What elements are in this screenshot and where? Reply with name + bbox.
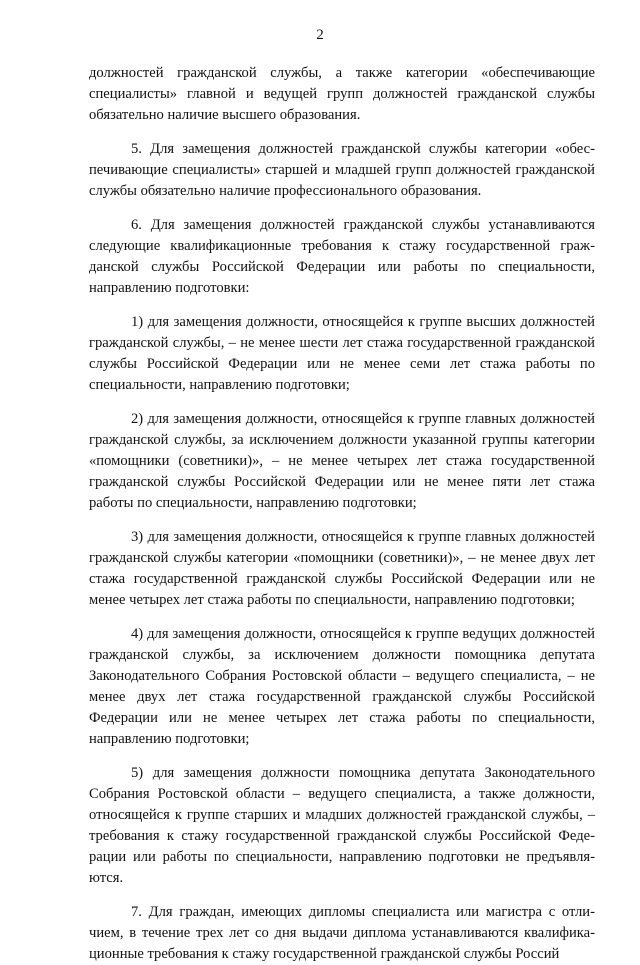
subparagraph-1: 1) для замещения должности, относящейся к группе высших должностей гражданской службы, – не менее шести лет стажа государственной гражданской службы Российской Федерации или не менее семи лет стажа работы по специальности, направлению подготовки;	[89, 314, 595, 393]
subparagraph-4: 4) для замещения должности, относящейся к группе ведущих должностей гражданской службы, за исключением должности помощника депутата Законодательного Собрания Ростовской области – ведущего специалиста, – не менее двух лет стажа государственной гражданской службы Российской Федерации или не менее четырех лет стажа работы по специальности, направлению подготовки;	[89, 626, 595, 747]
paragraph-item-7: 7. Для граждан, имеющих дипломы специалиста или магистра с отличием, в течение трех лет со дня выдачи диплома устанавливаются квалификационные требования к стажу государственной гражданской службы Россий	[89, 904, 595, 962]
paragraph-item-6: 6. Для замещения должностей гражданской службы устанавливаются следующие квалификационные требования к стажу государственной гражданской службы Российской Федерации или работы по специальности, направлению подготовки:	[89, 217, 595, 296]
page-number: 2	[316, 27, 324, 43]
paragraph-item-5: 5. Для замещения должностей гражданской службы категории «обеспечивающие специалисты» старшей и младшей групп должностей гражданской службы обязательно наличие профессионального образования.	[89, 141, 595, 199]
paragraph-continuation: должностей гражданской службы, а также категории «обеспечивающие специалисты» главной и ведущей групп должностей гражданской службы обязательно наличие высшего образования.	[89, 65, 595, 123]
subparagraph-2: 2) для замещения должности, относящейся к группе главных должностей гражданской службы, за исключением должности указанной группы категории «помощники (советники)», – не менее четырех лет стажа государственной гражданской службы Российской Федерации или не менее пяти лет стажа работы по специальности, направлению подготовки;	[89, 411, 595, 511]
subparagraph-3: 3) для замещения должности, относящейся к группе главных должностей гражданской службы категории «помощники (советники)», – не менее двух лет стажа государственной гражданской службы Российской Федерации или не менее четырех лет стажа работы по специальности, направлению подготовки;	[89, 529, 595, 608]
document-body	[89, 63, 595, 965]
subparagraph-5: 5) для замещения должности помощника депутата Законодательного Собрания Ростовской области – ведущего специалиста, а также должности, относящейся к группе старших и младших должностей гражданской службы, – требования к стажу государственной гражданской службы Российской Федерации или работы по специальности, направлению подготовки не предъявляются.	[89, 765, 595, 886]
